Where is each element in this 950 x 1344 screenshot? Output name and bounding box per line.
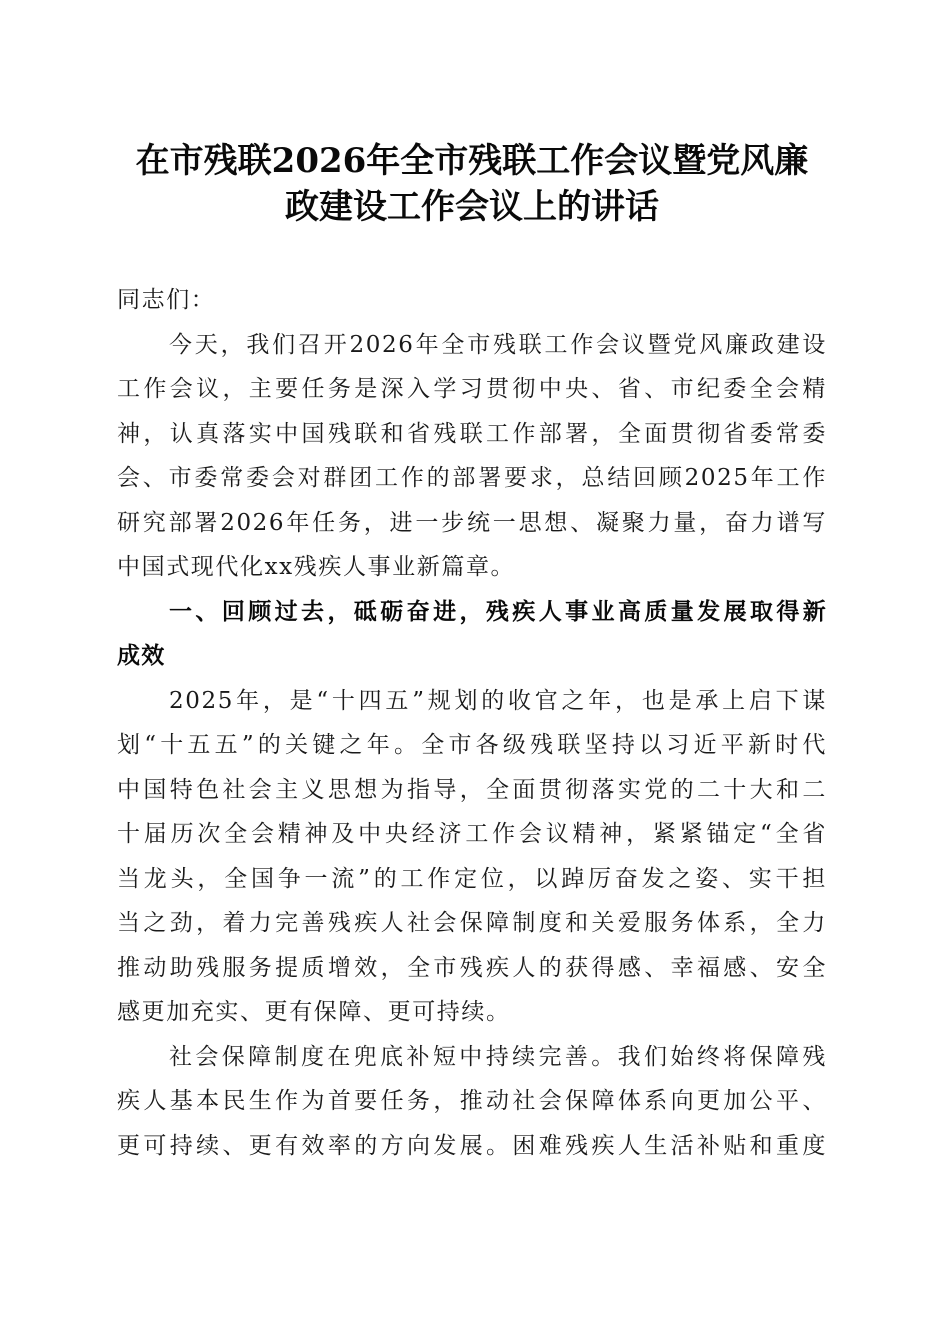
text-line: 研究部署2026年任务，进一步统一思想、凝聚力量，奋力谱写 bbox=[117, 509, 827, 536]
paragraph-review-2025 bbox=[117, 679, 827, 1035]
paragraph-social-security bbox=[117, 1035, 827, 1169]
text-line: 中国式现代化xx残疾人事业新篇章。 bbox=[117, 554, 516, 580]
salutation: 同志们： bbox=[117, 287, 216, 313]
text-line: 神，认真落实中国残联和省残联工作部署，全面贯彻省委常委 bbox=[117, 420, 827, 447]
text-line: 感更加充实、更有保障、更可持续。 bbox=[117, 999, 511, 1025]
section-heading-1 bbox=[117, 590, 827, 679]
text-line: 当之劲，着力完善残疾人社会保障制度和关爱服务体系，全力 bbox=[117, 910, 827, 936]
text-line: 2025年，是“十四五”规划的收官之年，也是承上启下谋 bbox=[169, 687, 827, 714]
text-line: 十届历次全会精神及中央经济工作会议精神，紧紧锚定“全省 bbox=[117, 821, 827, 847]
text-line: 中国特色社会主义思想为指导，全面贯彻落实党的二十大和二 bbox=[117, 776, 827, 803]
heading-line: 成效 bbox=[117, 643, 166, 669]
text-line: 划“十五五”的关键之年。全市各级残联坚持以习近平新时代 bbox=[117, 732, 827, 758]
text-line: 当龙头，全国争一流”的工作定位，以踔厉奋发之姿、实干担 bbox=[117, 865, 827, 892]
document-title bbox=[107, 138, 837, 230]
text-line: 会、市委常委会对群团工作的部署要求，总结回顾2025年工作 bbox=[117, 465, 827, 491]
title-line-1: 在市残联2026年全市残联工作会议暨党风廉 bbox=[135, 141, 809, 181]
paragraph-opening bbox=[117, 323, 827, 590]
text-line: 推动助残服务提质增效，全市残疾人的获得感、幸福感、安全 bbox=[117, 954, 827, 981]
text-line: 更可持续、更有效率的方向发展。困难残疾人生活补贴和重度 bbox=[117, 1132, 827, 1159]
text-line: 疾人基本民生作为首要任务，推动社会保障体系向更加公平、 bbox=[117, 1088, 827, 1114]
text-line: 工作会议，主要任务是深入学习贯彻中央、省、市纪委全会精 bbox=[117, 376, 827, 402]
text-line: 社会保障制度在兜底补短中持续完善。我们始终将保障残 bbox=[169, 1043, 827, 1070]
text-line: 今天，我们召开2026年全市残联工作会议暨党风廉政建设 bbox=[169, 331, 827, 358]
title-line-2: 政建设工作会议上的讲话 bbox=[285, 187, 659, 227]
document-page bbox=[117, 138, 827, 1168]
heading-line: 一、回顾过去，砥砺奋进，残疾人事业高质量发展取得新 bbox=[169, 598, 827, 625]
